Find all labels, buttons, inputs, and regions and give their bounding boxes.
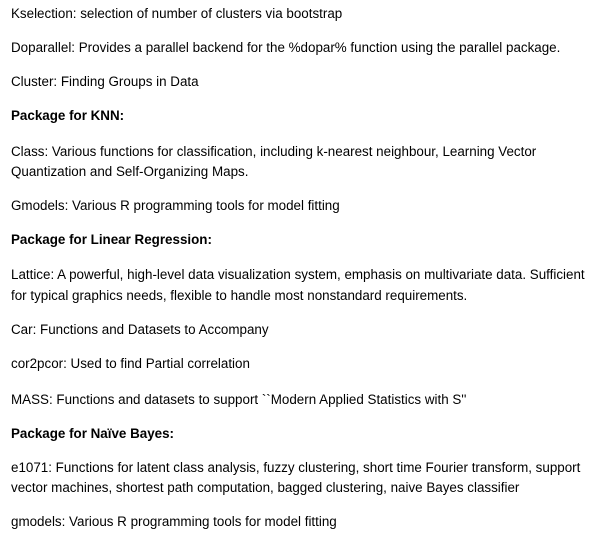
gmodels-paragraph-lower: gmodels: Various R programming tools for model fitting [11,514,337,529]
class-paragraph-line-1: Class: Various functions for classification, including k-nearest neighbour, Learning Vector [11,144,537,159]
doparallel-paragraph: Doparallel: Provides a parallel backend for the %dopar% function using the parallel package. [11,40,561,55]
cor2pcor-paragraph: cor2pcor: Used to find Partial correlation [11,356,250,371]
e1071-paragraph-line-2: vector machines, shortest path computation, bagged clustering, naive Bayes classifier [11,480,520,495]
lattice-paragraph-line-2: for typical graphics needs, flexible to handle most nonstandard requirements. [11,288,468,303]
kselection-paragraph: Kselection: selection of number of clusters via bootstrap [11,6,343,21]
naive-bayes-heading: Package for Naïve Bayes: [11,426,175,441]
cluster-paragraph: Cluster: Finding Groups in Data [11,74,199,89]
linear-regression-heading: Package for Linear Regression: [11,232,212,247]
lattice-paragraph-line-1: Lattice: A powerful, high-level data visualization system, emphasis on multivariate data. Sufficient [11,267,585,282]
e1071-paragraph-line-1: e1071: Functions for latent class analysis, fuzzy clustering, short time Fourier transform, support [11,460,581,475]
class-paragraph-line-2: Quantization and Self-Organizing Maps. [11,164,249,179]
gmodels-paragraph-upper: Gmodels: Various R programming tools for model fitting [11,198,340,213]
mass-paragraph: MASS: Functions and datasets to support ``Modern Applied Statistics with S'' [11,392,467,407]
knn-heading: Package for KNN: [11,108,125,123]
car-paragraph: Car: Functions and Datasets to Accompany [11,322,269,337]
